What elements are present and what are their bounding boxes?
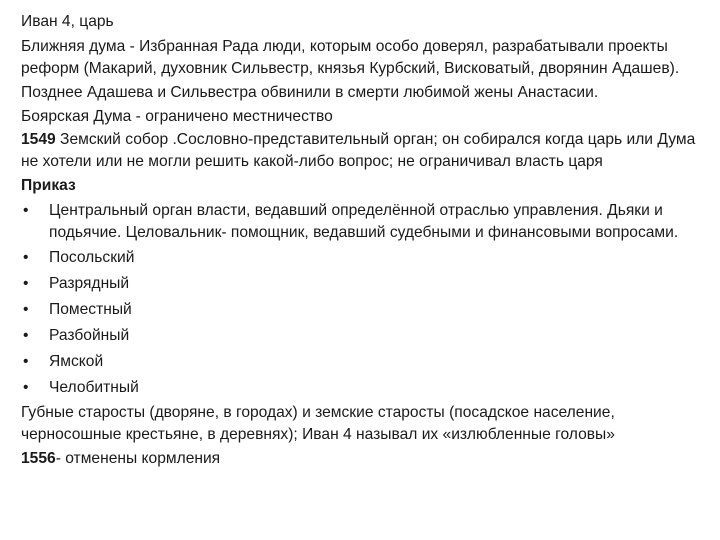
bullet-icon: • bbox=[23, 301, 29, 318]
bullet-icon: • bbox=[23, 379, 29, 396]
list-item-text: Посольский bbox=[49, 249, 135, 266]
list-item-text: Поместный bbox=[49, 301, 132, 318]
document-page bbox=[21, 10, 711, 471]
zemsky-sobor-text: Земский собор .Сословно-представительный орган; он собирался когда царь или Дума не хотели или не могли решить какой-либо вопрос; не ограничивал власть царя bbox=[21, 131, 696, 170]
list-item bbox=[21, 246, 711, 270]
bullet-icon: • bbox=[23, 202, 29, 219]
bullet-icon: • bbox=[23, 353, 29, 370]
list-item-text: Разбойный bbox=[49, 327, 130, 344]
list-item-text: Центральный орган власти, ведавший определённой отраслью управления. Дьяки и подьячие. Целовальник- помощник, ведавший судебными и финансовыми вопросами. bbox=[49, 202, 679, 241]
prikaz-label: Приказ bbox=[21, 177, 76, 194]
bullet-icon: • bbox=[23, 327, 29, 344]
list-item-text: Разрядный bbox=[49, 275, 130, 292]
paragraph-zemsky-sobor bbox=[21, 129, 711, 173]
paragraph-gubnye-starosty: Губные старосты (дворяне, в городах) и земские старосты (посадское население, черносошные крестьяне, в деревнях); Иван 4 называл их «излюбленные головы» bbox=[21, 404, 615, 443]
kormleniya-text: - отменены кормления bbox=[55, 450, 221, 467]
heading-prikaz bbox=[21, 174, 711, 198]
list-item bbox=[21, 298, 711, 322]
list-item-text: Челобитный bbox=[49, 379, 139, 396]
list-item bbox=[21, 200, 711, 244]
list-item bbox=[21, 376, 711, 400]
list-item bbox=[21, 350, 711, 374]
paragraph-adashev: Позднее Адашева и Сильвестра обвинили в смерти любимой жены Анастасии. bbox=[21, 84, 599, 101]
year-1556: 1556 bbox=[21, 450, 56, 467]
heading-ivan: Иван 4, царь bbox=[21, 13, 114, 30]
list-item bbox=[21, 272, 711, 296]
bullet-icon: • bbox=[23, 275, 29, 292]
bullet-icon: • bbox=[23, 249, 29, 266]
list-item bbox=[21, 324, 711, 348]
list-item-text: Ямской bbox=[49, 353, 104, 370]
year-1549: 1549 bbox=[21, 131, 56, 148]
paragraph-blizhnyaya-duma: Ближняя дума - Избранная Рада люди, которым особо доверял, разрабатывали проекты реформ (Макарий, духовник Сильвестр, князья Курбский, Висковатый, дворянин Адашев). bbox=[21, 38, 680, 77]
paragraph-boyarskaya-duma: Боярская Дума - ограничено местничество bbox=[21, 108, 333, 125]
paragraph-kormleniya bbox=[21, 447, 711, 471]
